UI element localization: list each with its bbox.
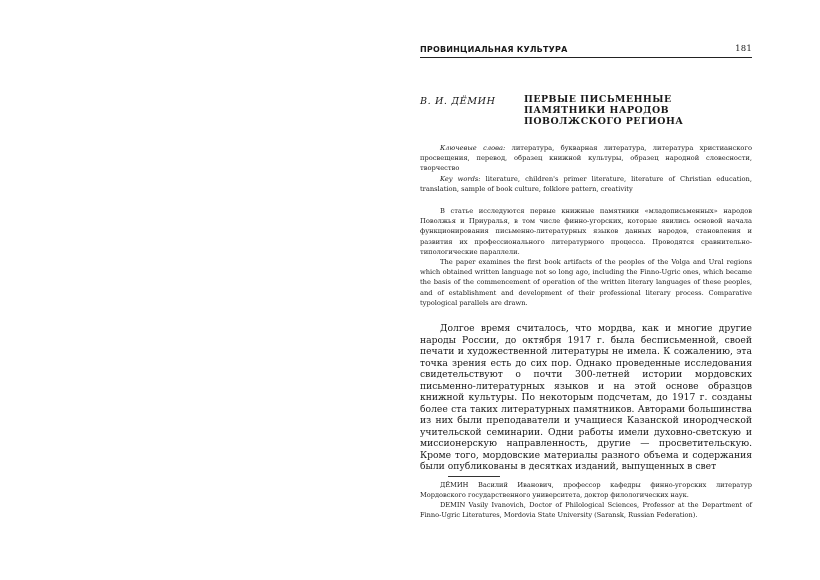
abstract-block	[420, 206, 752, 308]
title-line: ПЕРВЫЕ ПИСЬМЕННЫЕ	[524, 94, 672, 105]
footnote-divider	[448, 476, 500, 477]
page-number: 181	[735, 44, 752, 54]
title-line: ПАМЯТНИКИ НАРОДОВ	[524, 105, 670, 116]
body-text	[420, 323, 752, 473]
running-header	[420, 44, 752, 58]
author-name: В. И. ДЁМИН	[420, 96, 496, 107]
abstract-ru: В статье исследуются первые книжные памятники «младописьменных» народов Поволжья и Приуралья, в том числе финно-угорских, которые явились основой начала функционирования письменно-литературных языков данных народов, становления и развития их профессионального литературного процесса. Проводятся сравнительно-типологические параллели.	[420, 207, 752, 256]
article-title-block	[420, 94, 752, 127]
footnote-en: DEMIN Vasily Ivanovich, Doctor of Philological Sciences, Professor at the Department of Finno-Ugric Literatures, Mordovia State University (Saransk, Russian Federation).	[420, 500, 752, 520]
keywords-en-text: literature, children's primer literature, literature of Christian education, translation, sample of book culture, folklore pattern, creativity	[420, 174, 752, 193]
keywords-ru-text: литература, букварная литература, литература христианского просвещения, перевод, образец книжной культуры, образец народной словесности, творчество	[420, 144, 752, 173]
abstract-en: The paper examines the first book artifacts of the peoples of the Volga and Ural regions which obtained written language not so long ago, including the Finno-Ugric ones, which became the basis of the commencement of operation of the written literary languages of these peoples, and of establishment and development of their professional literary process. Comparative typological parallels are drawn.	[420, 258, 752, 307]
keywords-en	[420, 174, 752, 194]
article-title	[524, 94, 683, 127]
footnote-ru: ДЁМИН Василий Иванович, профессор кафедры финно-угорских литератур Мордовского государственного университета, доктор филологических наук.	[420, 480, 752, 499]
keywords-ru-label: Ключевые слова:	[440, 144, 506, 152]
footnote-block	[420, 480, 752, 521]
body-paragraph: Долгое время считалось, что мордва, как и многие другие народы России, до октября 1917 г. была бесписьменной, своей печати и художественной литературы не имела. К сожалению, эта точка зрения есть до сих пор. Однако проведенные исследования свидетельствуют о почти 300-летней истории мордовских письменно-литературных языков и на этой основе образцов книжной культуры. По некоторым подсчетам, до 1917 г. созданы более ста таких литературных памятников. Авторами большинства из них были преподаватели и учащиеся Казанской инородческой учительской семинарии. Одни работы имели духовно-светскую и миссионерскую направленность, другие — просветительскую. Кроме того, мордовские материалы разного объема и содержания были опубликованы в десятках изданий, выпущенных в свет	[420, 323, 752, 473]
journal-page	[420, 44, 752, 520]
keywords-block	[420, 143, 752, 194]
title-line: ПОВОЛЖСКОГО РЕГИОНА	[524, 116, 684, 127]
keywords-en-label: Key words:	[440, 174, 481, 183]
running-title: ПРОВИНЦИАЛЬНАЯ КУЛЬТУРА	[420, 45, 568, 54]
keywords-ru	[420, 143, 752, 174]
